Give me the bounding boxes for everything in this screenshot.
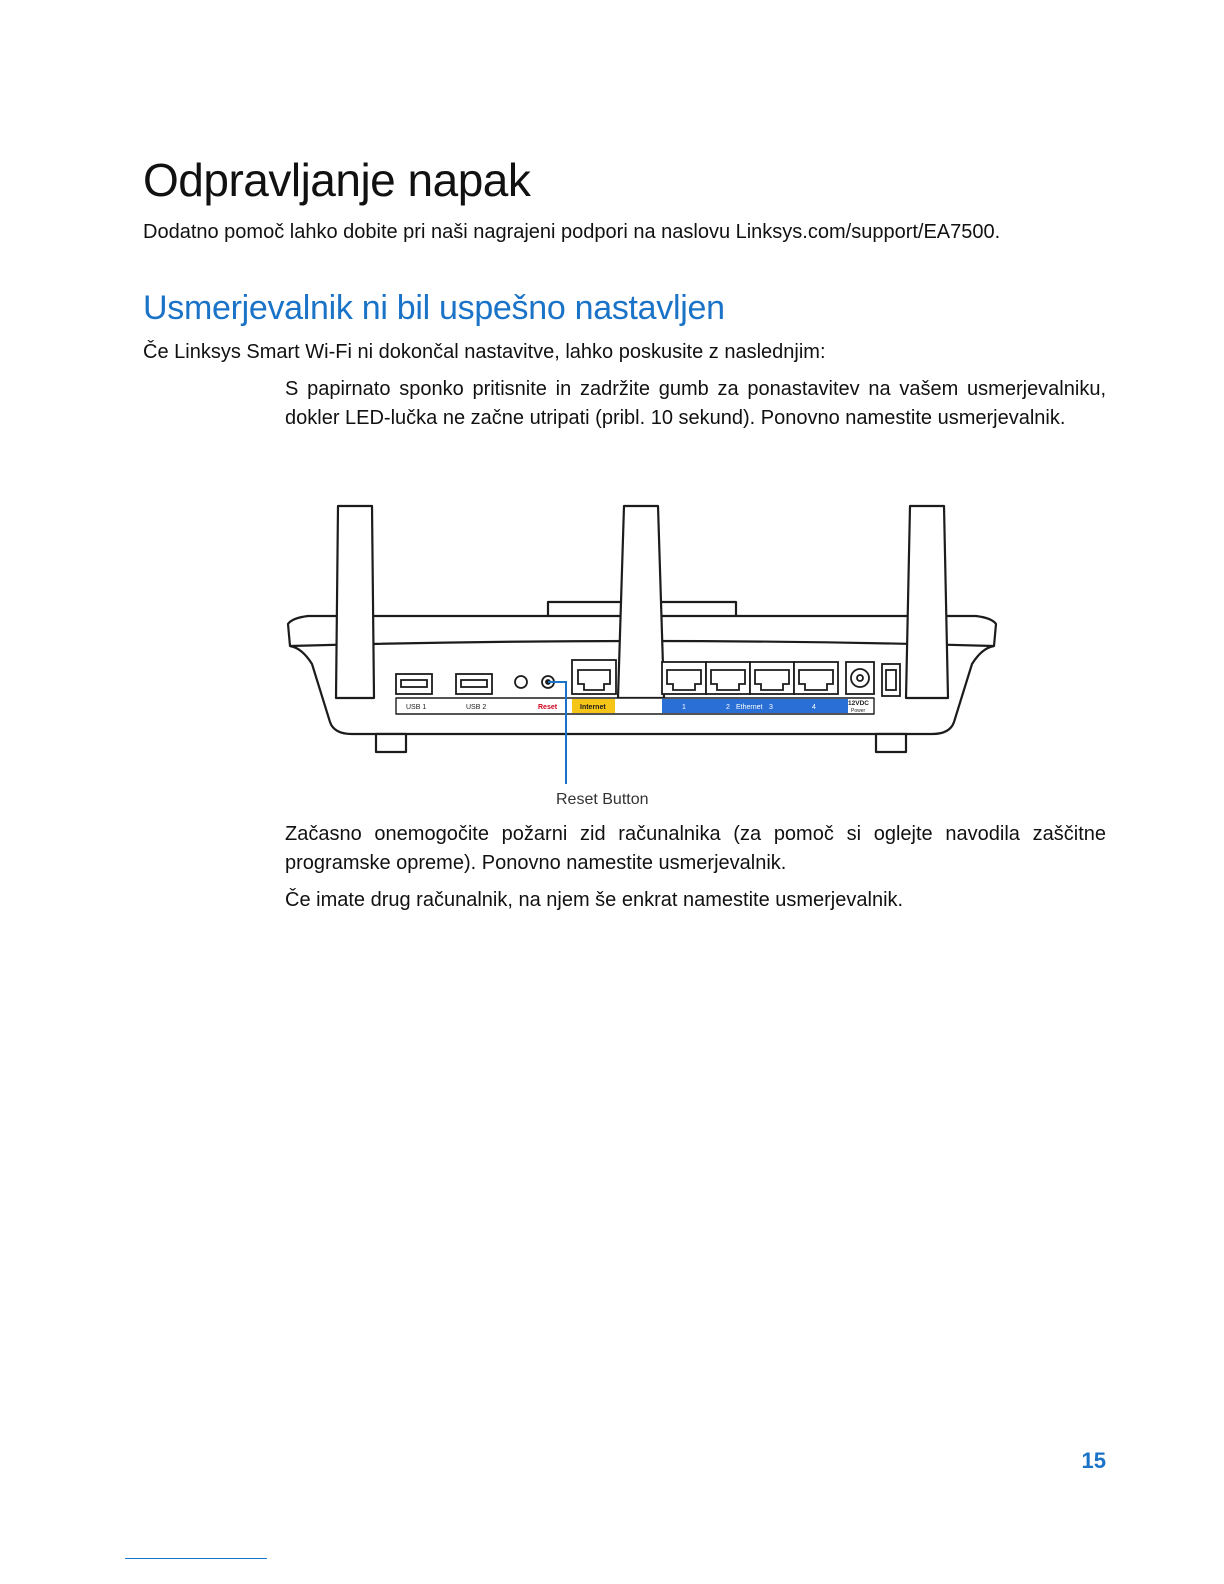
step-paragraph-1: S papirnato sponko pritisnite in zadržite gumb za ponastavitev na vašem usmerjevalniku, dokler LED-lučka ne začne utripati (pribl. 10 sekund). Ponovno namestite usmerjevalnik.	[285, 378, 1106, 429]
footer-rule	[125, 1558, 267, 1559]
antenna-center	[618, 506, 664, 698]
antenna-left	[336, 506, 374, 698]
eth4-label: 4	[812, 704, 816, 711]
eth2-label: 2	[726, 704, 730, 711]
step-paragraph-2: Začasno onemogočite požarni zid računalnika (za pomoč si oglejte navodila zaščitne programske opreme). Ponovno namestite usmerjevalnik.	[285, 823, 1106, 874]
wps-button	[515, 676, 527, 688]
power-voltage-label: 12VDC	[848, 700, 869, 707]
step-paragraph-3: Če imate drug računalnik, na njem še enkrat namestite usmerjevalnik.	[285, 889, 904, 911]
section-heading: Usmerjevalnik ni bil uspešno nastavljen	[143, 289, 725, 327]
usb1-label: USB 1	[406, 704, 427, 711]
reset-label: Reset	[538, 704, 558, 711]
section-lead: Če Linksys Smart Wi-Fi ni dokončal nastavitve, lahko poskusite z naslednjim:	[143, 341, 826, 363]
intro-text: Dodatno pomoč lahko dobite pri naši nagrajeni podpori na naslovu Linksys.com/support/EA7500.	[143, 221, 1001, 243]
reset-callout-label: Reset Button	[556, 791, 649, 808]
router-figure	[282, 498, 1002, 818]
internet-label: Internet	[580, 704, 606, 711]
antenna-right	[906, 506, 948, 698]
usb2-label: USB 2	[466, 704, 487, 711]
power-label: Power	[851, 708, 866, 714]
page-title: Odpravljanje napak	[143, 154, 531, 206]
ethernet-label: Ethernet	[736, 704, 763, 711]
eth1-label: 1	[682, 704, 686, 711]
page-number: 15	[1081, 1448, 1106, 1473]
eth3-label: 3	[769, 704, 773, 711]
